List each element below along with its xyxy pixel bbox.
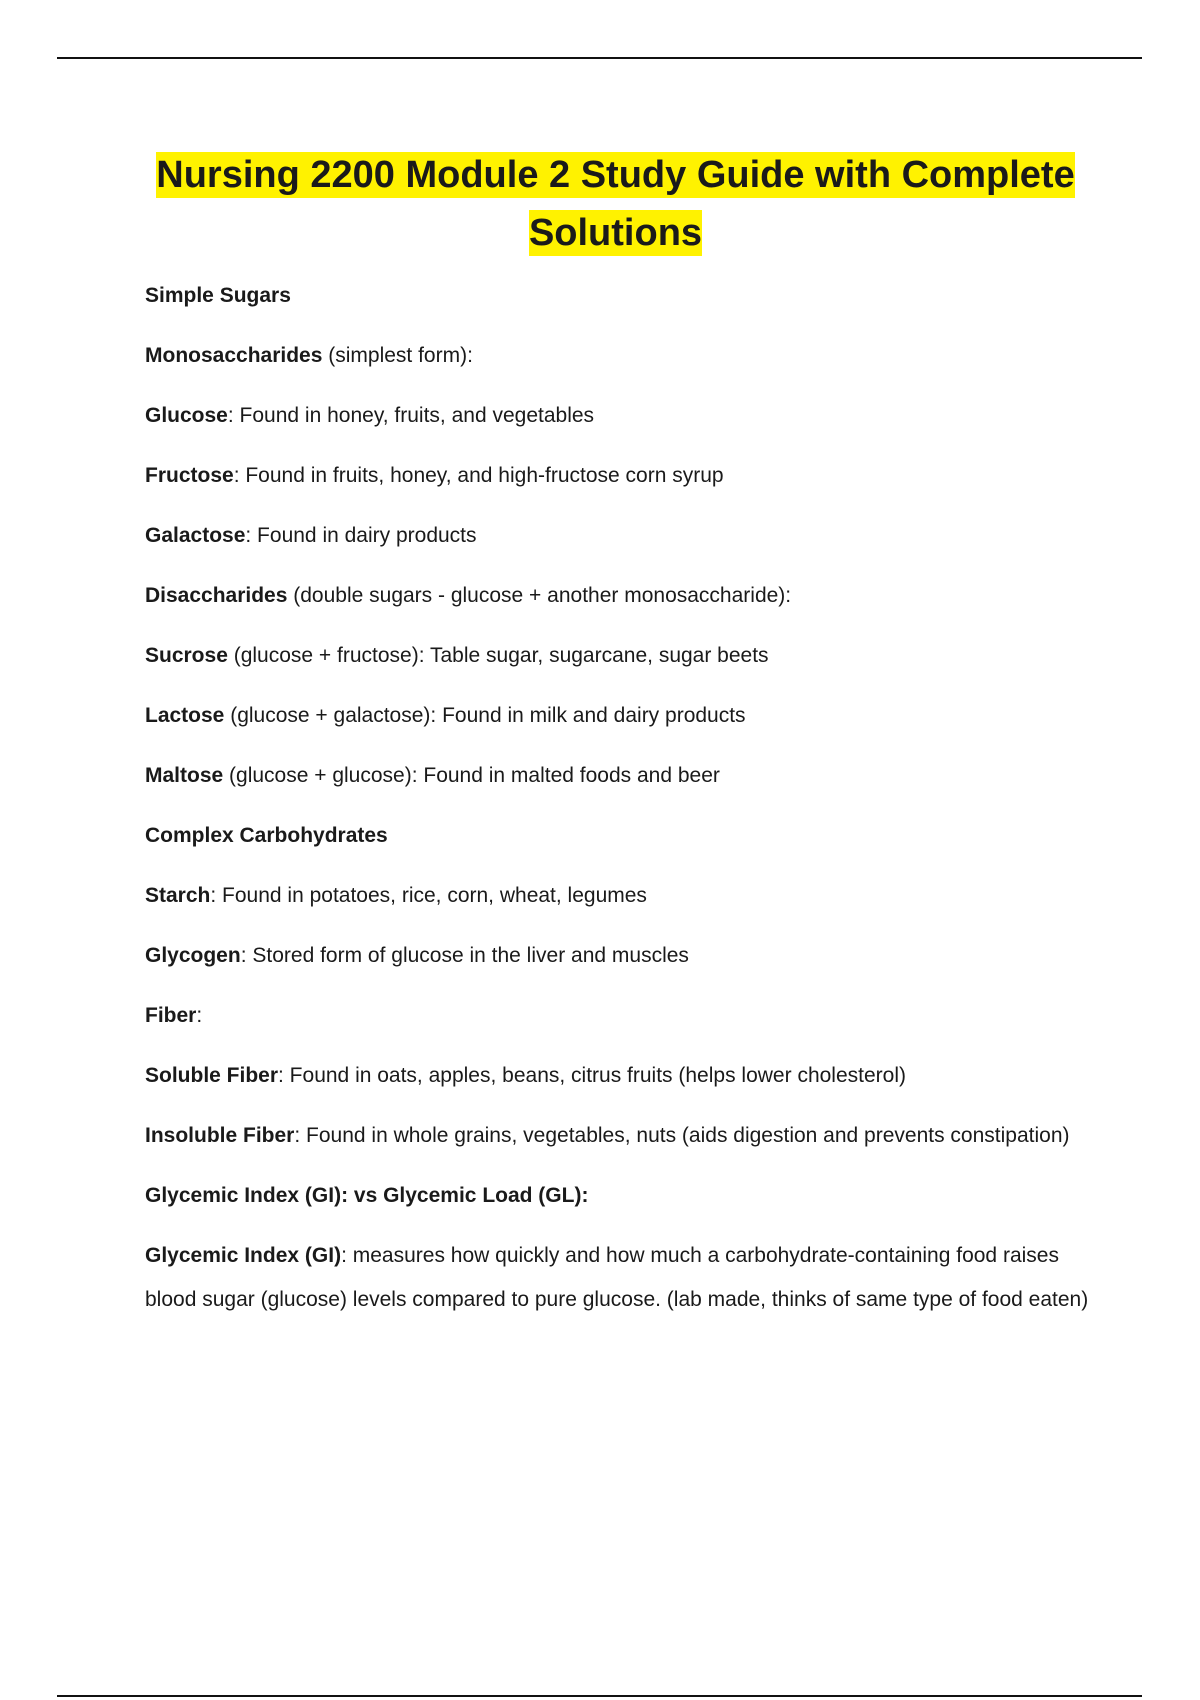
term: Glucose xyxy=(145,404,228,427)
item-galactose xyxy=(145,514,1090,558)
definition: : Found in potatoes, rice, corn, wheat, legumes xyxy=(210,884,647,907)
term: Maltose xyxy=(145,764,224,787)
item-fiber xyxy=(145,994,1090,1038)
item-glycemic-index xyxy=(145,1234,1090,1322)
term: Galactose xyxy=(145,524,246,547)
item-glycogen xyxy=(145,934,1090,978)
item-insoluble-fiber xyxy=(145,1114,1090,1158)
definition: (glucose + fructose): Table sugar, sugarcane, sugar beets xyxy=(227,644,769,667)
term: Disaccharides xyxy=(145,584,288,607)
term: Fiber xyxy=(145,1004,197,1027)
term: Fructose xyxy=(145,464,234,487)
item-disaccharides xyxy=(145,574,1090,618)
item-fructose xyxy=(145,454,1090,498)
term: Starch xyxy=(145,884,211,907)
heading-glycemic: Glycemic Index (GI): vs Glycemic Load (GL): xyxy=(145,1184,589,1207)
term: Lactose xyxy=(145,704,225,727)
definition: : xyxy=(196,1004,203,1027)
document-title xyxy=(143,146,1088,262)
top-rule xyxy=(57,57,1142,59)
item-glucose xyxy=(145,394,1090,438)
definition: (glucose + glucose): Found in malted foods and beer xyxy=(223,764,720,787)
definition: : Found in whole grains, vegetables, nuts (aids digestion and prevents constipation) xyxy=(294,1124,1070,1147)
definition: (double sugars - glucose + another monosaccharide): xyxy=(287,584,792,607)
item-lactose xyxy=(145,694,1090,738)
term: Soluble Fiber xyxy=(145,1064,279,1087)
definition: : Found in fruits, honey, and high-fructose corn syrup xyxy=(233,464,724,487)
item-sucrose xyxy=(145,634,1090,678)
definition: : Found in oats, apples, beans, citrus fruits (helps lower cholesterol) xyxy=(278,1064,906,1087)
definition: : Stored form of glucose in the liver and muscles xyxy=(240,944,689,967)
document-body xyxy=(145,274,1090,1338)
term: Glycogen xyxy=(145,944,241,967)
definition: (glucose + galactose): Found in milk and dairy products xyxy=(224,704,746,727)
item-soluble-fiber xyxy=(145,1054,1090,1098)
definition: : Found in dairy products xyxy=(245,524,477,547)
item-maltose xyxy=(145,754,1090,798)
title-highlight: Nursing 2200 Module 2 Study Guide with Complete Solutions xyxy=(156,154,1075,254)
item-starch xyxy=(145,874,1090,918)
item-monosaccharides xyxy=(145,334,1090,378)
definition: : measures how quickly and how much a carbohydrate-containing food raises blood sugar (glucose) levels compared to pure glucose. (lab made, thinks of same type of food eaten) xyxy=(145,1244,1089,1311)
term: Insoluble Fiber xyxy=(145,1124,295,1147)
heading-complex-carbohydrates: Complex Carbohydrates xyxy=(145,824,388,847)
term: Glycemic Index (GI) xyxy=(145,1244,342,1267)
term: Monosaccharides xyxy=(145,344,323,367)
term: Sucrose xyxy=(145,644,228,667)
definition: (simplest form): xyxy=(322,344,473,367)
heading-simple-sugars: Simple Sugars xyxy=(145,284,291,307)
bottom-rule xyxy=(57,1695,1142,1697)
definition: : Found in honey, fruits, and vegetables xyxy=(227,404,595,427)
